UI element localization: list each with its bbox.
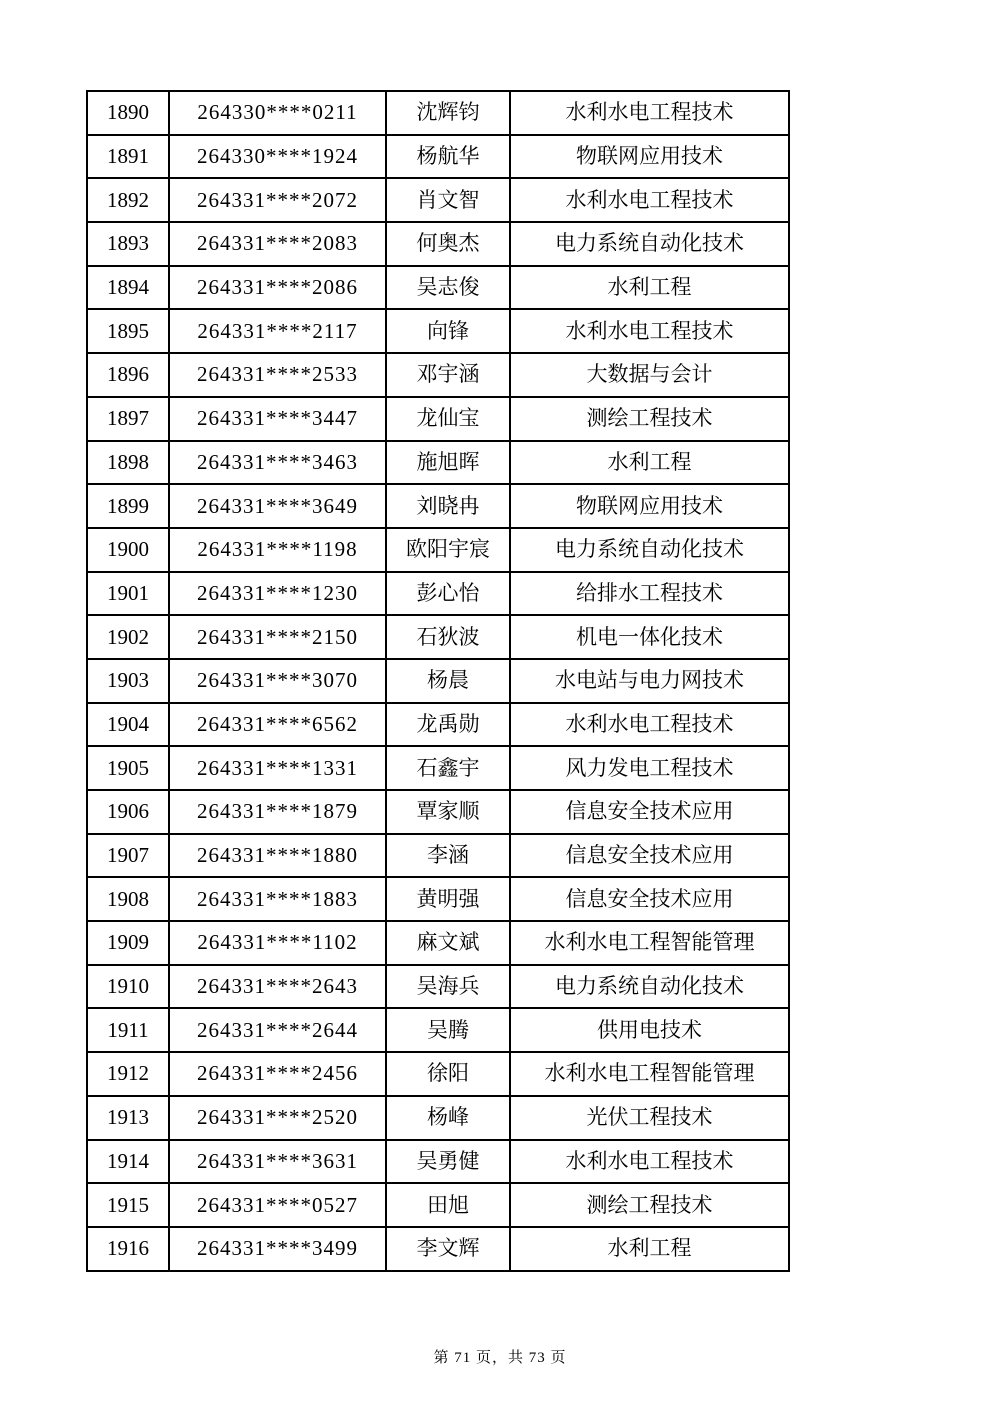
major-cell: 测绘工程技术	[510, 397, 789, 441]
candidate-name-cell: 李文辉	[386, 1227, 510, 1271]
sequence-number-cell: 1897	[87, 397, 169, 441]
table-row	[87, 659, 789, 703]
table-row	[87, 877, 789, 921]
sequence-number-cell: 1902	[87, 615, 169, 659]
sequence-number-cell: 1904	[87, 703, 169, 747]
table-row	[87, 703, 789, 747]
table-row	[87, 1227, 789, 1271]
candidate-id-cell: 264331****3447	[169, 397, 386, 441]
sequence-number-cell: 1901	[87, 572, 169, 616]
table-row	[87, 178, 789, 222]
major-cell: 机电一体化技术	[510, 615, 789, 659]
candidate-id-cell: 264330****1924	[169, 135, 386, 179]
candidate-name-cell: 杨晨	[386, 659, 510, 703]
candidate-id-cell: 264331****2520	[169, 1096, 386, 1140]
table-row	[87, 397, 789, 441]
roster-table-body	[87, 91, 789, 1271]
major-cell: 水利水电工程智能管理	[510, 921, 789, 965]
candidate-name-cell: 覃家顺	[386, 790, 510, 834]
sequence-number-cell: 1908	[87, 877, 169, 921]
table-row	[87, 572, 789, 616]
candidate-name-cell: 田旭	[386, 1183, 510, 1227]
candidate-id-cell: 264331****1331	[169, 746, 386, 790]
candidate-id-cell: 264331****3463	[169, 441, 386, 485]
candidate-id-cell: 264331****2533	[169, 353, 386, 397]
major-cell: 电力系统自动化技术	[510, 528, 789, 572]
candidate-name-cell: 石鑫宇	[386, 746, 510, 790]
major-cell: 水利工程	[510, 1227, 789, 1271]
candidate-id-cell: 264331****2083	[169, 222, 386, 266]
candidate-name-cell: 龙禹勋	[386, 703, 510, 747]
major-cell: 水利水电工程技术	[510, 703, 789, 747]
sequence-number-cell: 1892	[87, 178, 169, 222]
major-cell: 风力发电工程技术	[510, 746, 789, 790]
major-cell: 供用电技术	[510, 1008, 789, 1052]
candidate-name-cell: 吴腾	[386, 1008, 510, 1052]
table-row	[87, 266, 789, 310]
sequence-number-cell: 1914	[87, 1140, 169, 1184]
major-cell: 电力系统自动化技术	[510, 222, 789, 266]
sequence-number-cell: 1903	[87, 659, 169, 703]
candidate-name-cell: 李涵	[386, 834, 510, 878]
candidate-name-cell: 杨峰	[386, 1096, 510, 1140]
candidate-id-cell: 264331****6562	[169, 703, 386, 747]
table-row	[87, 1096, 789, 1140]
table-row	[87, 746, 789, 790]
candidate-id-cell: 264331****1879	[169, 790, 386, 834]
sequence-number-cell: 1899	[87, 484, 169, 528]
candidate-name-cell: 石狄波	[386, 615, 510, 659]
candidate-name-cell: 吴志俊	[386, 266, 510, 310]
sequence-number-cell: 1910	[87, 965, 169, 1009]
sequence-number-cell: 1913	[87, 1096, 169, 1140]
major-cell: 测绘工程技术	[510, 1183, 789, 1227]
sequence-number-cell: 1900	[87, 528, 169, 572]
sequence-number-cell: 1893	[87, 222, 169, 266]
candidate-id-cell: 264331****1880	[169, 834, 386, 878]
table-row	[87, 484, 789, 528]
sequence-number-cell: 1911	[87, 1008, 169, 1052]
candidate-name-cell: 肖文智	[386, 178, 510, 222]
candidate-name-cell: 施旭晖	[386, 441, 510, 485]
candidate-name-cell: 吴勇健	[386, 1140, 510, 1184]
candidate-id-cell: 264331****2086	[169, 266, 386, 310]
candidate-id-cell: 264331****3499	[169, 1227, 386, 1271]
table-row	[87, 528, 789, 572]
sequence-number-cell: 1905	[87, 746, 169, 790]
sequence-number-cell: 1895	[87, 309, 169, 353]
major-cell: 光伏工程技术	[510, 1096, 789, 1140]
sequence-number-cell: 1907	[87, 834, 169, 878]
sequence-number-cell: 1916	[87, 1227, 169, 1271]
major-cell: 信息安全技术应用	[510, 790, 789, 834]
candidate-name-cell: 何奥杰	[386, 222, 510, 266]
table-row	[87, 965, 789, 1009]
candidate-id-cell: 264331****3649	[169, 484, 386, 528]
sequence-number-cell: 1891	[87, 135, 169, 179]
table-row	[87, 1183, 789, 1227]
candidate-id-cell: 264331****1883	[169, 877, 386, 921]
table-row	[87, 1052, 789, 1096]
major-cell: 信息安全技术应用	[510, 877, 789, 921]
candidate-name-cell: 刘晓冉	[386, 484, 510, 528]
candidate-id-cell: 264331****2456	[169, 1052, 386, 1096]
candidate-name-cell: 龙仙宝	[386, 397, 510, 441]
major-cell: 水利水电工程技术	[510, 178, 789, 222]
candidate-name-cell: 黄明强	[386, 877, 510, 921]
sequence-number-cell: 1890	[87, 91, 169, 135]
sequence-number-cell: 1915	[87, 1183, 169, 1227]
sequence-number-cell: 1906	[87, 790, 169, 834]
candidate-id-cell: 264331****0527	[169, 1183, 386, 1227]
candidate-id-cell: 264331****2644	[169, 1008, 386, 1052]
major-cell: 电力系统自动化技术	[510, 965, 789, 1009]
page-number-footer: 第 71 页，共 73 页	[433, 1350, 567, 1366]
table-row	[87, 353, 789, 397]
candidate-id-cell: 264331****1230	[169, 572, 386, 616]
table-row	[87, 441, 789, 485]
candidate-id-cell: 264331****1102	[169, 921, 386, 965]
candidate-id-cell: 264331****2072	[169, 178, 386, 222]
candidate-name-cell: 彭心怡	[386, 572, 510, 616]
candidate-id-cell: 264331****1198	[169, 528, 386, 572]
candidate-name-cell: 麻文斌	[386, 921, 510, 965]
table-row	[87, 91, 789, 135]
table-row	[87, 222, 789, 266]
candidate-name-cell: 邓宇涵	[386, 353, 510, 397]
table-row	[87, 1140, 789, 1184]
candidate-name-cell: 杨航华	[386, 135, 510, 179]
candidate-name-cell: 向锋	[386, 309, 510, 353]
sequence-number-cell: 1896	[87, 353, 169, 397]
candidate-name-cell: 沈辉钧	[386, 91, 510, 135]
major-cell: 水利水电工程智能管理	[510, 1052, 789, 1096]
candidate-name-cell: 吴海兵	[386, 965, 510, 1009]
sequence-number-cell: 1898	[87, 441, 169, 485]
student-roster-table	[86, 90, 790, 1272]
major-cell: 物联网应用技术	[510, 135, 789, 179]
table-row	[87, 309, 789, 353]
table-row	[87, 135, 789, 179]
candidate-id-cell: 264331****2117	[169, 309, 386, 353]
major-cell: 水利水电工程技术	[510, 1140, 789, 1184]
major-cell: 水利工程	[510, 266, 789, 310]
major-cell: 水利水电工程技术	[510, 309, 789, 353]
candidate-id-cell: 264331****2643	[169, 965, 386, 1009]
major-cell: 给排水工程技术	[510, 572, 789, 616]
candidate-name-cell: 欧阳宇宸	[386, 528, 510, 572]
table-row	[87, 615, 789, 659]
major-cell: 大数据与会计	[510, 353, 789, 397]
sequence-number-cell: 1894	[87, 266, 169, 310]
sequence-number-cell: 1909	[87, 921, 169, 965]
candidate-id-cell: 264331****3070	[169, 659, 386, 703]
major-cell: 水利水电工程技术	[510, 91, 789, 135]
candidate-name-cell: 徐阳	[386, 1052, 510, 1096]
candidate-id-cell: 264331****2150	[169, 615, 386, 659]
major-cell: 水电站与电力网技术	[510, 659, 789, 703]
sequence-number-cell: 1912	[87, 1052, 169, 1096]
table-row	[87, 921, 789, 965]
major-cell: 信息安全技术应用	[510, 834, 789, 878]
candidate-id-cell: 264331****3631	[169, 1140, 386, 1184]
major-cell: 水利工程	[510, 441, 789, 485]
candidate-id-cell: 264330****0211	[169, 91, 386, 135]
table-row	[87, 834, 789, 878]
table-row	[87, 790, 789, 834]
table-row	[87, 1008, 789, 1052]
major-cell: 物联网应用技术	[510, 484, 789, 528]
